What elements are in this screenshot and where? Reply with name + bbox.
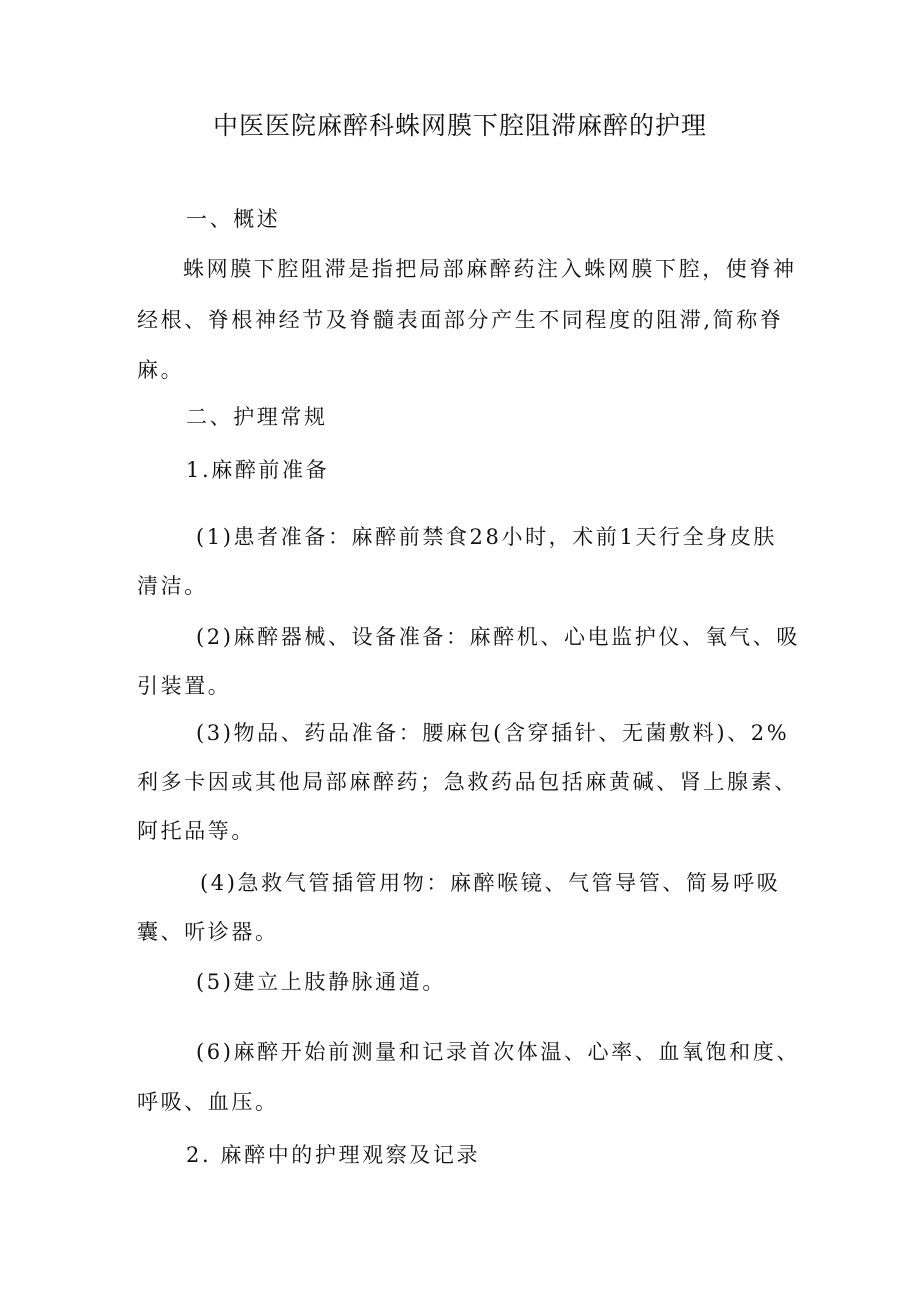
section-heading-overview: 一、概述 [186,207,281,231]
item-2-line-2: 引装置。 [137,674,232,698]
subsection-heading-intra-anesthesia: 2. 麻醉中的护理观察及记录 [186,1143,481,1167]
document-title: 中医医院麻醉科蛛网膜下腔阻滞麻醉的护理 [212,111,707,140]
item-6-line-2: 呼吸、血压。 [137,1090,279,1114]
item-2-line-1: (2)麻醉器械、设备准备：麻醉机、心电监护仪、氧气、吸 [196,625,800,649]
item-3-line-3: 阿托品等。 [137,819,255,843]
subsection-heading-pre-anesthesia: 1.麻醉前准备 [186,458,330,482]
item-6-line-1: (6)麻醉开始前测量和记录首次体温、心率、血氧饱和度、 [196,1040,800,1064]
item-1-line-2: 清洁。 [137,574,208,598]
item-5-line-1: (5)建立上肢静脉通道。 [196,970,446,994]
item-3-line-2: 利多卡因或其他局部麻醉药；急救药品包括麻黄碱、肾上腺素、 [137,770,798,794]
item-4-line-1: (4)急救气管插管用物：麻醉喉镜、气管导管、简易呼吸 [200,871,781,895]
overview-line-1: 蛛网膜下腔阻滞是指把局部麻醉药注入蛛网膜下腔，使脊神 [183,257,797,281]
item-3-line-1: (3)物品、药品准备：腰麻包(含穿插针、无菌敷料)、2% [196,721,790,745]
overview-line-2: 经根、脊根神经节及脊髓表面部分产生不同程度的阻滞,简称脊 [137,308,784,332]
section-heading-nursing-routine: 二、护理常规 [186,405,328,429]
item-4-line-2: 囊、听诊器。 [137,920,279,944]
overview-line-3: 麻。 [137,358,185,382]
item-1-line-1: (1)患者准备：麻醉前禁食28小时，术前1天行全身皮肤 [196,525,778,549]
